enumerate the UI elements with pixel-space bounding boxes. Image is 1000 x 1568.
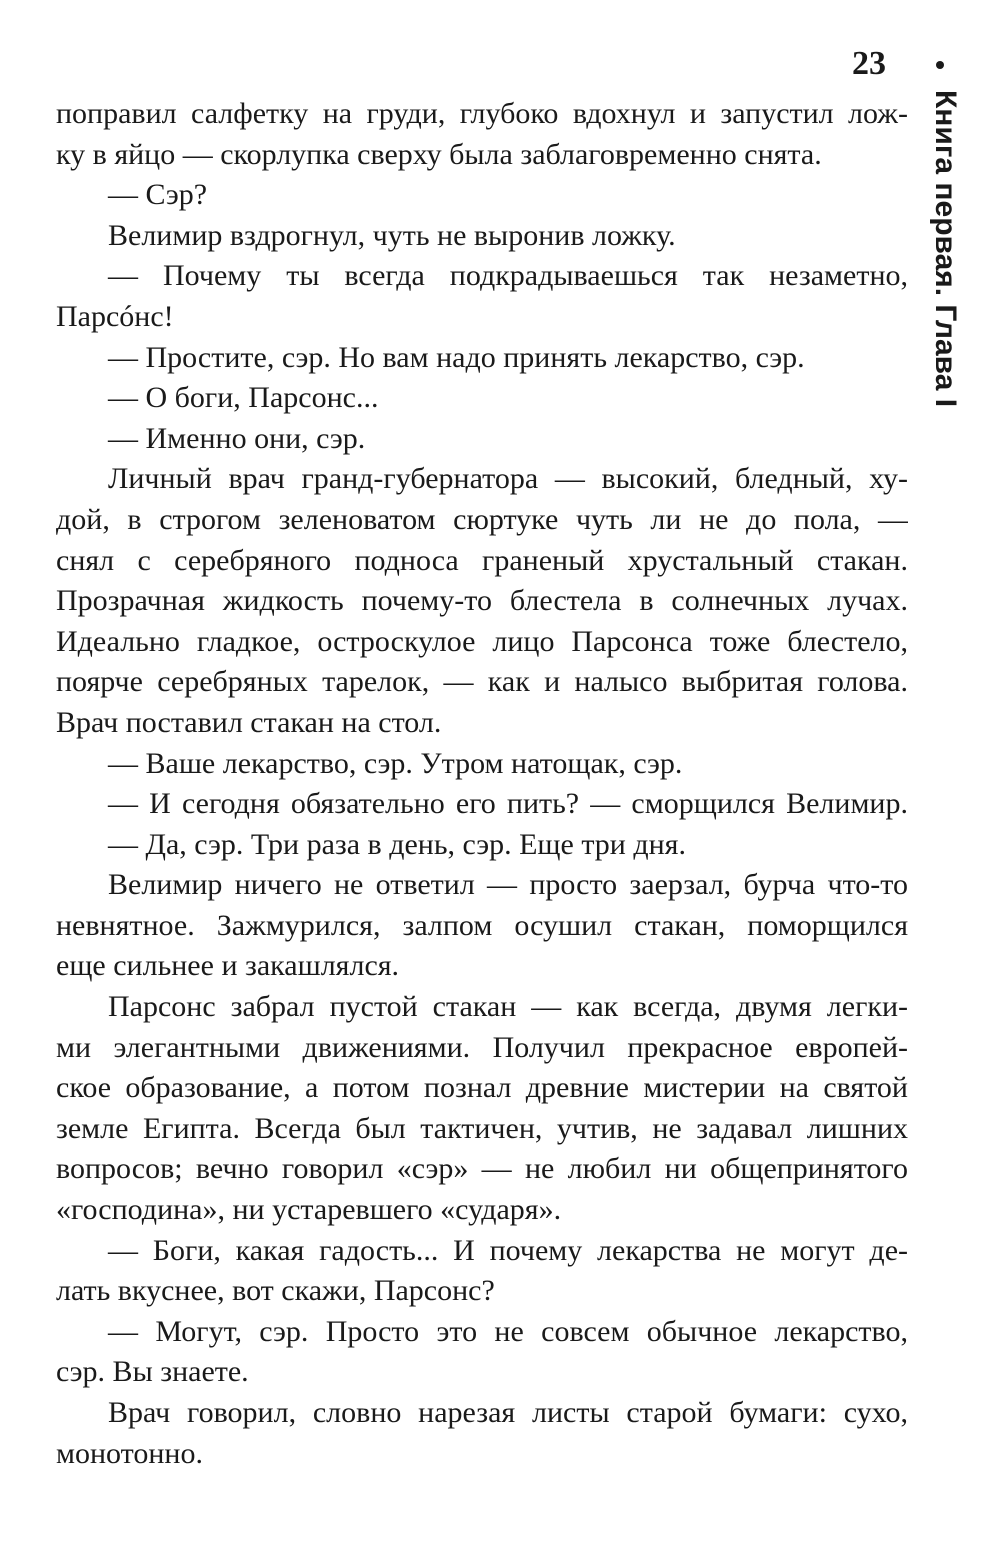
body-text bbox=[56, 94, 908, 1474]
text-line: Врач поставил стакан на стол. bbox=[56, 705, 442, 739]
text-line: Прозрачная жидкость почему-то блестела в солнечных лучах. bbox=[56, 584, 908, 618]
text-line: Личный врач гранд-губернатора — высокий, бледный, ху- bbox=[108, 462, 908, 496]
text-line: ми элегантными движениями. Получил прекрасное европей- bbox=[56, 1030, 908, 1064]
text-line: Парсóнс! bbox=[56, 299, 174, 333]
text-line: поярче серебряных тарелок, — как и налысо выбритая голова. bbox=[56, 665, 908, 699]
text-line: снял с серебряного подноса граненый хрустальный стакан. bbox=[56, 543, 908, 577]
text-line: — О боги, Парсонс... bbox=[108, 381, 379, 415]
text-line: ское образование, а потом познал древние мистерии на святой bbox=[56, 1071, 908, 1105]
text-line: поправил салфетку на груди, глубоко вдохнул и запустил лож- bbox=[56, 97, 908, 130]
text-line: ку в яйцо — скорлупка сверху была заблаговременно снята. bbox=[56, 137, 822, 171]
text-line: — Простите, сэр. Но вам надо принять лекарство, сэр. bbox=[108, 340, 805, 374]
text-line: невнятное. Зажмурился, залпом осушил стакан, поморщился bbox=[56, 908, 908, 942]
text-line: Врач говорил, словно нарезая листы старой бумаги: сухо, bbox=[108, 1396, 908, 1429]
text-line: монотонно. bbox=[56, 1436, 203, 1470]
text-line: дой, в строгом зеленоватом сюртуке чуть ли не до пола, — bbox=[56, 502, 908, 536]
text-line: Велимир ничего не ответил — просто заерзал, бурча что-то bbox=[108, 868, 908, 902]
text-line: — Именно они, сэр. bbox=[108, 421, 366, 455]
text-line: — Боги, какая гадость... И почему лекарства не могут де- bbox=[108, 1233, 908, 1267]
text-line: Велимир вздрогнул, чуть не выронив ложку. bbox=[108, 218, 676, 252]
text-line: Парсонс забрал пустой стакан — как всегда, двумя легки- bbox=[108, 990, 908, 1024]
running-header: Книга первая. Глава I bbox=[929, 90, 962, 408]
text-line: лать вкуснее, вот скажи, Парсонс? bbox=[56, 1274, 495, 1308]
text-line: — Могут, сэр. Просто это не совсем обычное лекарство, bbox=[108, 1314, 908, 1348]
text-line: вопросов; вечно говорил «сэр» — не любил ни общепринятого bbox=[56, 1152, 908, 1186]
text-line: — Да, сэр. Три раза в день, сэр. Еще три дня. bbox=[108, 827, 686, 861]
text-line: — Сэр? bbox=[108, 178, 208, 212]
text-line: — Ваше лекарство, сэр. Утром натощак, сэр. bbox=[108, 746, 683, 780]
text-line: сэр. Вы знаете. bbox=[56, 1355, 249, 1389]
text-line: земле Египта. Всегда был тактичен, учтив, не задавал лишних bbox=[56, 1111, 908, 1145]
text-line: «господина», ни устаревшего «сударя». bbox=[56, 1193, 562, 1227]
page-number: 23 bbox=[852, 45, 886, 82]
text-line: Идеально гладкое, остроскулое лицо Парсонса тоже блестело, bbox=[56, 624, 908, 658]
header-bullet-icon bbox=[936, 61, 944, 69]
text-line: — Почему ты всегда подкрадываешься так незаметно, bbox=[108, 259, 908, 293]
text-line: еще сильнее и закашлялся. bbox=[56, 949, 400, 983]
text-line: — И сегодня обязательно его пить? — сморщился Велимир. bbox=[108, 787, 908, 821]
